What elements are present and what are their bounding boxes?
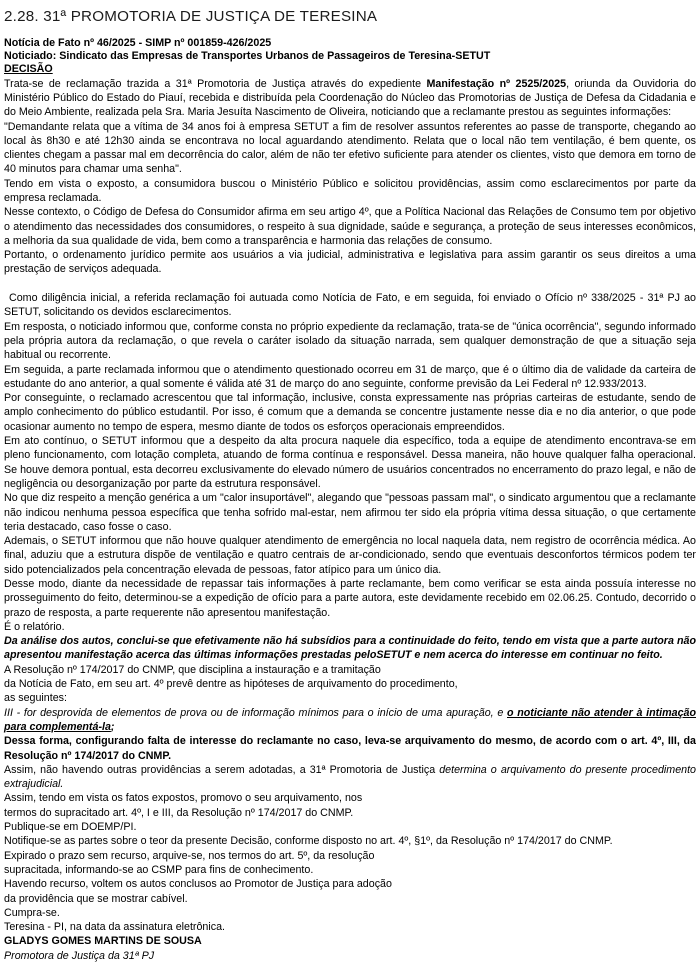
paragraph	[4, 120, 696, 177]
text-run: Trata-se de reclamação trazida a 31ª Promotoria de Justiça através do expediente	[4, 77, 427, 90]
text-run: III - for desprovida de elementos de prova ou de informação mínimos para o início de uma apuração, e	[4, 706, 507, 719]
text-run: Em resposta, o noticiado informou que, conforme consta no próprio expediente da reclamação, trata-se de "única ocorrência", segundo informado pela própria autora da reclamação, o que revela o caráter isolado da situação narrada, sem qualquer demonstração de que a situação seja habitual ou recorrente.	[4, 320, 696, 362]
text-run: da Notícia de Fato, em seu art. 4º prevê dentre as hipóteses de arquivamento do procedimento,	[4, 678, 458, 691]
paragraph	[4, 734, 696, 763]
paragraph	[4, 949, 696, 963]
paragraph	[4, 620, 696, 634]
text-run: Em seguida, a parte reclamada informou que o atendimento questionado ocorreu em 31 de março, que é o último dia de validade da carteira de estudante do ano anterior, a qual somente é válida até 31 de março do ano seguinte, conforme previsão da Lei Federal nº 12.933/2013.	[4, 363, 696, 390]
paragraph	[4, 763, 696, 792]
text-run: GLADYS GOMES MARTINS DE SOUSA	[4, 935, 202, 948]
paragraph	[4, 391, 696, 434]
paragraph	[4, 892, 696, 906]
paragraph	[4, 706, 696, 735]
text-run: determina o arquivamento do presente procedimento extrajudicial.	[4, 763, 696, 791]
paragraph	[4, 577, 696, 620]
paragraph	[4, 491, 696, 534]
paragraph	[4, 806, 696, 820]
text-run: o noticiante não atender à intimação para complementá-la	[4, 706, 696, 733]
text-run: ;	[110, 720, 115, 733]
document-body	[4, 77, 696, 963]
text-run: termos do supracitado art. 4º, I e III, da Resolução nº 174/2017 do CNMP.	[4, 806, 354, 819]
paragraph	[4, 677, 696, 691]
case-header-line-2: DECISÃO	[4, 63, 53, 76]
paragraph	[4, 849, 696, 863]
text-run: Assim, não havendo outras providências a serem adotadas, a 31ª Promotoria de Justiça	[4, 763, 440, 776]
text-run: A Resolução nº 174/2017 do CNMP, que disciplina a instauração e a tramitação	[4, 663, 381, 676]
text-run: Dessa forma, configurando falta de interesse do reclamante no caso, leva-se arquivamento do mesmo, de acordo com o art. 4º, III, da Resolução nº 174/2017 do CNMP.	[4, 735, 696, 762]
text-run: supracitada, informando-se ao CSMP para fins de conhecimento.	[4, 863, 314, 876]
text-run: as seguintes:	[4, 692, 67, 705]
text-run: Ademais, o SETUT informou que não houve qualquer atendimento de emergência no local naquela data, nem registro de ocorrência médica. Ao final, aduziu que a estrutura dispõe de ventilação e quatro centrais de ar-condicionado, sendo que eventuais desconfortos térmicos podem ter sido potencializados pela concentração elevada de pessoas, fator atípico para um único dia.	[4, 535, 696, 576]
text-run: Cumpra-se.	[4, 906, 60, 919]
paragraph-spacer	[4, 277, 696, 291]
paragraph	[4, 934, 696, 948]
paragraph	[4, 205, 696, 248]
text-run: Manifestação nº 2525/2025	[426, 77, 567, 90]
paragraph	[4, 663, 696, 677]
paragraph	[4, 534, 696, 577]
text-run: Notifique-se as partes sobre o teor da presente Decisão, conforme disposto no art. 4º, §1º, da Resolução nº 174/2017 do CNMP.	[4, 835, 613, 848]
paragraph	[4, 791, 696, 805]
section-title: 2.28. 31ª PROMOTORIA DE JUSTIÇA DE TERESINA	[4, 8, 378, 25]
text-run: Da análise dos autos, conclui-se que efetivamente não há subsídios para a continuidade do feito, tendo em vista que a parte autora não apresentou manifestação acerca das últimas informações prestadas peloSETUT e nem acerca do interesse em continuar no feito.	[4, 635, 696, 662]
text-run: Expirado o prazo sem recurso, arquive-se, nos termos do art. 5º, da resolução	[4, 849, 375, 862]
paragraph	[4, 177, 696, 206]
paragraph	[4, 320, 696, 363]
paragraph	[4, 863, 696, 877]
paragraph	[4, 363, 696, 392]
text-run: Havendo recurso, voltem os autos conclusos ao Promotor de Justiça para adoção	[4, 878, 392, 891]
paragraph	[4, 248, 696, 277]
text-run: Tendo em vista o exposto, a consumidora buscou o Ministério Público e solicitou providências, assim como esclarecimentos por parte da empresa reclamada.	[4, 177, 696, 204]
paragraph	[4, 634, 696, 663]
text-run: No que diz respeito a menção genérica a um "calor insuportável", alegando que "pessoas passam mal", o sindicato argumentou que a reclamante não indicou nenhuma pessoa específica que tenha sofrido mal-estar, nem afirmou ter sido ela própria vítima dessa situação, o que certamente teria destacado, caso fosse o caso.	[4, 492, 696, 533]
text-run: da providência que se mostrar cabível.	[4, 892, 188, 905]
text-run: Promotora de Justiça da 31ª PJ	[4, 949, 155, 962]
text-run: Teresina - PI, na data da assinatura eletrônica.	[4, 921, 226, 934]
text-run: Nesse contexto, o Código de Defesa do Consumidor afirma em seu artigo 4º, que a Política Nacional das Relações de Consumo tem por objetivo o atendimento das necessidades dos consumidores, o respeito à sua dignidade, saúde e segurança, a proteção de seus interesses econômicos, a melhoria da sua qualidade de vida, bem como a transparência e harmonia das relações de consumo.	[4, 206, 696, 247]
paragraph	[4, 291, 696, 320]
paragraph	[4, 434, 696, 491]
paragraph	[4, 691, 696, 705]
text-run: "Demandante relata que a vítima de 34 anos foi à empresa SETUT a fim de resolver assuntos referentes ao passe de transporte, chegando ao local às 8h30 e até 12h30 ainda se encontrava no local aguardando atendimento. Relata que o local não tem ventilação, é bem quente, os clientes chegam a passar mal em decorrência do calor, além de não ter efetivo suficiente para atender os clientes, visto que demora em torno de 40 minutos para chamar uma senha".	[4, 120, 696, 176]
paragraph	[4, 906, 696, 920]
paragraph	[4, 834, 696, 848]
paragraph	[4, 877, 696, 891]
text-run: Por conseguinte, o reclamado acrescentou que tal informação, inclusive, consta expressamente nas próprias carteiras de estudante, sendo de amplo conhecimento do público estudantil. Por isso, é comum que a demanda se concentre justamente nesse dia e no dia anterior, o que pode ocasionar aumento no tempo de espera, mesmo diante de todos os esforços operacionais empreendidos.	[4, 392, 696, 433]
text-run: Em ato contínuo, o SETUT informou que a despeito da alta procura naquele dia específico, toda a equipe de atendimento encontrava-se em pleno funcionamento, com lotação completa, atuando de forma contínua e responsável. Dessa maneira, não houve qualquer falha operacional. Se houve demora pontual, esta decorreu exclusivamente do elevado número de usuários concentrados no encerramento do prazo legal, e não de negligência ou desorganização por parte da estrutura responsável.	[4, 435, 696, 490]
text-run: Publique-se em DOEMP/PI.	[4, 821, 137, 834]
text-run: Desse modo, diante da necessidade de repassar tais informações à parte reclamante, bem como verificar se esta ainda possuía interesse no prosseguimento do feito, determinou-se a expedição de ofício para a parte autora, este devidamente recebido em 02.06.25. Contudo, decorrido o prazo de resposta, a parte requerente não apresentou manifestação.	[4, 578, 696, 619]
text-run: Portanto, o ordenamento jurídico permite aos usuários a via judicial, administrativa e legislativa para assim garantir os seus direitos a uma prestação de serviços adequada.	[4, 249, 696, 276]
case-header-line-1: Noticiado: Sindicato das Empresas de Transportes Urbanos de Passageiros de Teresina-SETUT	[4, 50, 491, 63]
text-run: É o relatório.	[4, 620, 65, 633]
text-run: , oriunda da Ouvidoria do Ministério Público do Estado do Piauí, recebida e distribuída pela Coordenação do Núcleo das Promotorias de Justiça de Defesa da Cidadania e do Meio Ambiente, realizada pela Sra. Maria Jesuíta Nascimento de Oliveira, noticiando que a reclamante prestou as seguintes informações:	[4, 77, 697, 119]
paragraph	[4, 920, 696, 934]
text-run: Como diligência inicial, a referida reclamação foi autuada como Notícia de Fato, e em seguida, foi enviado o Ofício nº 338/2025 - 31ª PJ ao SETUT, solicitando os devidos esclarecimentos.	[4, 292, 696, 319]
text-run: Assim, tendo em vista os fatos expostos, promovo o seu arquivamento, nos	[4, 792, 363, 805]
paragraph	[4, 77, 696, 120]
case-header-line-0: Notícia de Fato nº 46/2025 - SIMP nº 001859-426/2025	[4, 37, 272, 49]
paragraph	[4, 820, 696, 834]
case-header	[4, 37, 696, 77]
